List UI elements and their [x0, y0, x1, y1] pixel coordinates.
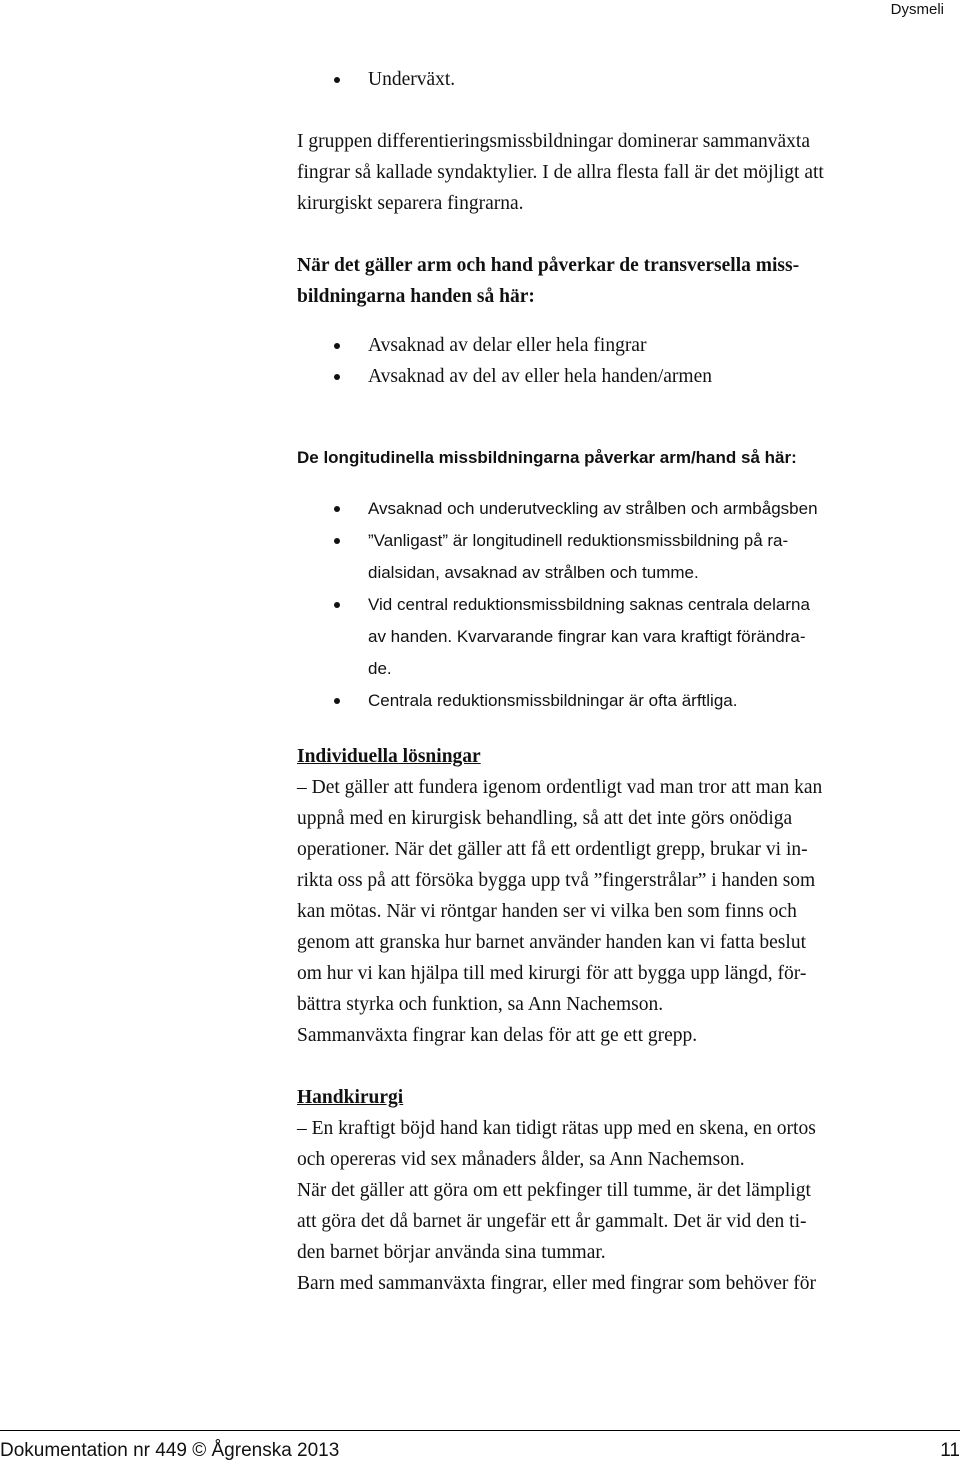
list-item-text: Vid central reduktionsmissbildning saknas centrala delarna av handen. Kvarvarande fingrar kan vara kraftigt förändra- de.	[368, 595, 810, 678]
page-number: 11	[940, 1440, 960, 1461]
footer-publication: Dokumentation nr 449 © Ågrenska 2013	[0, 1440, 340, 1461]
list-item	[297, 330, 937, 361]
paragraph-syndaktylier: I gruppen differentieringsmissbildningar dominerar sammanväxta fingrar så kallade syndaktylier. I de allra flesta fall är det möjligt att kirurgiskt separera fingrarna.	[297, 131, 824, 214]
page-content	[297, 64, 937, 1299]
list-item	[297, 64, 937, 95]
list-item-text: ”Vanligast” är longitudinell reduktionsmissbildning på ra- dialsidan, avsaknad av strålben och tumme.	[368, 531, 789, 582]
section-title-handkirurgi: Handkirurgi	[297, 1087, 404, 1108]
bullet-icon	[334, 602, 340, 608]
list-item-text: Avsaknad av del av eller hela handen/armen	[368, 366, 712, 387]
heading-longitudinella: De longitudinella missbildningarna påverkar arm/hand så här:	[297, 448, 797, 467]
bullet-icon	[334, 538, 340, 544]
bullet-icon	[334, 506, 340, 512]
list-item	[297, 493, 937, 525]
bullet-icon	[334, 698, 340, 704]
bullet-list-1	[297, 64, 937, 95]
list-item-text: Avsaknad av delar eller hela fingrar	[368, 335, 647, 356]
page-footer	[0, 1430, 960, 1465]
list-item-text: Avsaknad och underutveckling av strålben och armbågsben	[368, 499, 818, 518]
section-body-handkirurgi: – En kraftigt böjd hand kan tidigt rätas upp med en skena, en ortos och opereras vid sex månaders ålder, sa Ann Nachemson. När det gäller att göra om ett pekfinger till tumme, är det lämpligt att göra det då barnet är ungefär ett år gammalt. Det är vid den ti- den barnet börjar använda sina tummar. Barn med sammanväxta fingrar, eller med fingrar som behöver för	[297, 1118, 817, 1294]
section-body-individuella: – Det gäller att fundera igenom ordentligt vad man tror att man kan uppnå med en kirurgisk behandling, så att det inte görs onödiga operationer. När det gäller att få ett ordentligt grepp, brukar vi in- rikta oss på att försöka bygga upp två ”fingerstrålar” i handen som kan mötas. När vi röntgar handen ser vi vilka ben som finns och genom att granska hur barnet använder handen kan vi fatta beslut om hur vi kan hjälpa till med kirurgi för att bygga upp längd, för- bättra styrka och funktion, sa Ann Nachemson. Sammanväxta fingrar kan delas för att ge ett grepp.	[297, 777, 823, 1046]
heading-transversella: När det gäller arm och hand påverkar de transversella miss- bildningarna handen så här:	[297, 255, 800, 307]
running-header: Dysmeli	[890, 1, 944, 18]
bullet-icon	[334, 343, 340, 349]
bullet-icon	[334, 77, 340, 83]
list-item	[297, 589, 937, 685]
list-item	[297, 685, 937, 717]
bullet-list-3	[297, 493, 937, 717]
bullet-icon	[334, 374, 340, 380]
list-item	[297, 525, 937, 589]
list-item-text: Centrala reduktionsmissbildningar är ofta ärftliga.	[368, 691, 738, 710]
list-item-text: Underväxt.	[368, 69, 456, 90]
bullet-list-2	[297, 330, 937, 392]
list-item	[297, 361, 937, 392]
section-title-individuella: Individuella lösningar	[297, 746, 481, 767]
